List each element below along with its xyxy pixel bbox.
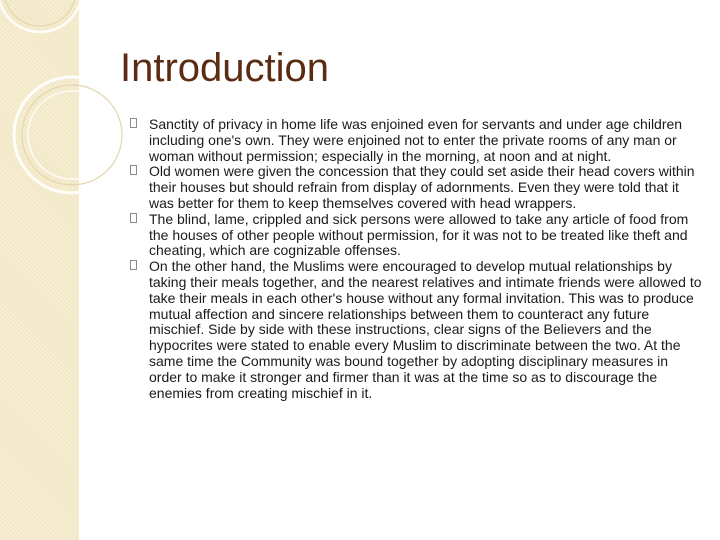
bullet-item bbox=[130, 259, 702, 401]
bullet-marker-icon bbox=[130, 260, 137, 270]
decorative-side-band bbox=[0, 0, 79, 540]
slide-title: Introduction bbox=[120, 46, 330, 90]
bullet-text: The blind, lame, crippled and sick persons were allowed to take any article of food from the houses of other people without permission, for it was not to be treated like theft and cheating, which are cognizable offenses. bbox=[149, 210, 689, 259]
bullet-marker-icon bbox=[130, 213, 137, 223]
bullet-marker-icon bbox=[130, 165, 137, 175]
bullet-item bbox=[130, 117, 702, 164]
bullet-marker-icon bbox=[130, 118, 137, 128]
bullet-text: Sanctity of privacy in home life was enjoined even for servants and under age children including one's own. They were enjoined not to enter the private rooms of any man or woman without permission; especially in the morning, at noon and at night. bbox=[149, 116, 683, 164]
bullet-text: On the other hand, the Muslims were encouraged to develop mutual relationships by taking their meals together, and the nearest relatives and intimate friends were allowed to take their meals in each other's house without any formal invitation. This was to produce mutual affection and sincere relationships between them to counteract any future mischief. Side by side with these instructions, clear signs of the Believers and the hypocrites were stated to enable every Muslim to discriminate between the two. At the same time the Community was bound together by adopting disciplinary measures in order to make it stronger and firmer than it was at the time so as to discourage the enemies from creating mischief in it. bbox=[149, 258, 702, 401]
bullet-text: Old women were given the concession that they could set aside their head covers within their houses but should refrain from display of adornments. Even they were told that it was better for them to keep themselves covered with head wrappers. bbox=[149, 163, 695, 211]
bullet-item bbox=[130, 164, 702, 211]
bullet-list bbox=[130, 117, 702, 401]
bullet-item bbox=[130, 212, 702, 259]
